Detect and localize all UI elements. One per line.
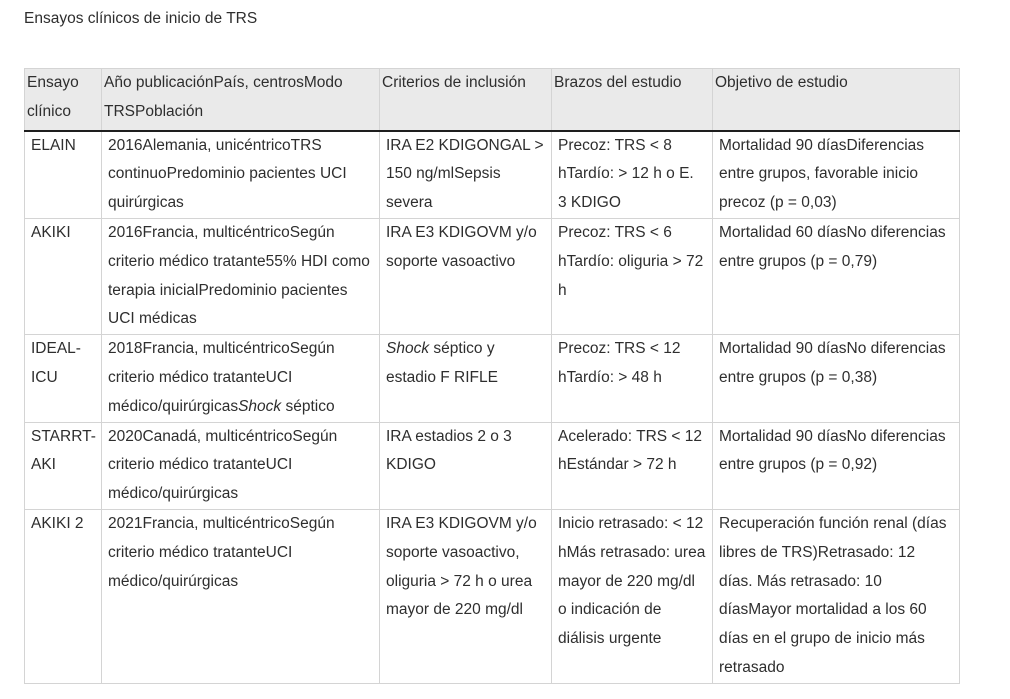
cell-brazos: Precoz: TRS < 8 hTardío: > 12 h o E. 3 KDIGO	[552, 131, 713, 219]
cell-ensayo: ELAIN	[25, 131, 102, 219]
cell-brazos: Precoz: TRS < 12 hTardío: > 48 h	[552, 335, 713, 422]
cell-objetivo: Mortalidad 90 díasDiferencias entre grupos, favorable inicio precoz (p = 0,03)	[713, 131, 960, 219]
cell-ensayo: AKIKI	[25, 218, 102, 334]
clinical-trials-table	[24, 68, 960, 684]
header-brazos: Brazos del estudio	[552, 69, 713, 131]
cell-text-italic: Shock	[238, 397, 282, 415]
cell-ensayo: IDEAL-ICU	[25, 335, 102, 422]
cell-criterios: IRA E3 KDIGOVM y/o soporte vasoactivo	[380, 218, 552, 334]
cell-anio-pais: 2016Alemania, unicéntricoTRS continuoPredominio pacientes UCI quirúrgicas	[102, 131, 380, 219]
cell-anio-pais: 2021Francia, multicéntricoSegún criterio médico tratanteUCI médico/quirúrgicas	[102, 509, 380, 683]
header-anio-pais: Año publicaciónPaís, centrosModo TRSPoblación	[102, 69, 380, 131]
cell-brazos: Precoz: TRS < 6 hTardío: oliguria > 72 h	[552, 218, 713, 334]
cell-objetivo: Mortalidad 90 díasNo diferencias entre grupos (p = 0,92)	[713, 422, 960, 509]
header-ensayo: Ensayo clínico	[25, 69, 102, 131]
table-row	[25, 422, 960, 509]
cell-text: 2018Francia, multicéntricoSegún criterio médico tratanteUCI médico/quirúrgicas	[108, 340, 335, 415]
cell-ensayo: AKIKI 2	[25, 509, 102, 683]
cell-anio-pais	[102, 335, 380, 422]
header-criterios: Criterios de inclusión	[380, 69, 552, 131]
cell-objetivo: Mortalidad 90 díasNo diferencias entre grupos (p = 0,38)	[713, 335, 960, 422]
table-row	[25, 509, 960, 683]
cell-anio-pais: 2016Francia, multicéntricoSegún criterio médico tratante55% HDI como terapia inicialPredominio pacientes UCI médicas	[102, 218, 380, 334]
cell-brazos: Inicio retrasado: < 12 hMás retrasado: urea mayor de 220 mg/dl o indicación de diálisis urgente	[552, 509, 713, 683]
cell-criterios: IRA estadios 2 o 3 KDIGO	[380, 422, 552, 509]
cell-text: séptico	[281, 397, 335, 415]
cell-objetivo: Recuperación función renal (días libres de TRS)Retrasado: 12 días. Más retrasado: 10 díasMayor mortalidad a los 60 días en el grupo de inicio más retrasado	[713, 509, 960, 683]
cell-anio-pais: 2020Canadá, multicéntricoSegún criterio médico tratanteUCI médico/quirúrgicas	[102, 422, 380, 509]
cell-brazos: Acelerado: TRS < 12 hEstándar > 72 h	[552, 422, 713, 509]
cell-text: séptico y estadio F RIFLE	[386, 340, 498, 386]
header-objetivo: Objetivo de estudio	[713, 69, 960, 131]
cell-criterios	[380, 335, 552, 422]
cell-criterios: IRA E2 KDIGONGAL > 150 ng/mlSepsis severa	[380, 131, 552, 219]
cell-criterios: IRA E3 KDIGOVM y/o soporte vasoactivo, oliguria > 72 h o urea mayor de 220 mg/dl	[380, 509, 552, 683]
table-row	[25, 131, 960, 219]
cell-objetivo: Mortalidad 60 díasNo diferencias entre grupos (p = 0,79)	[713, 218, 960, 334]
table-row	[25, 335, 960, 422]
table-header-row	[25, 69, 960, 131]
table-caption: Ensayos clínicos de inicio de TRS	[24, 10, 258, 27]
cell-ensayo: STARRT-AKI	[25, 422, 102, 509]
table-row	[25, 218, 960, 334]
cell-text-italic: Shock	[386, 340, 430, 358]
